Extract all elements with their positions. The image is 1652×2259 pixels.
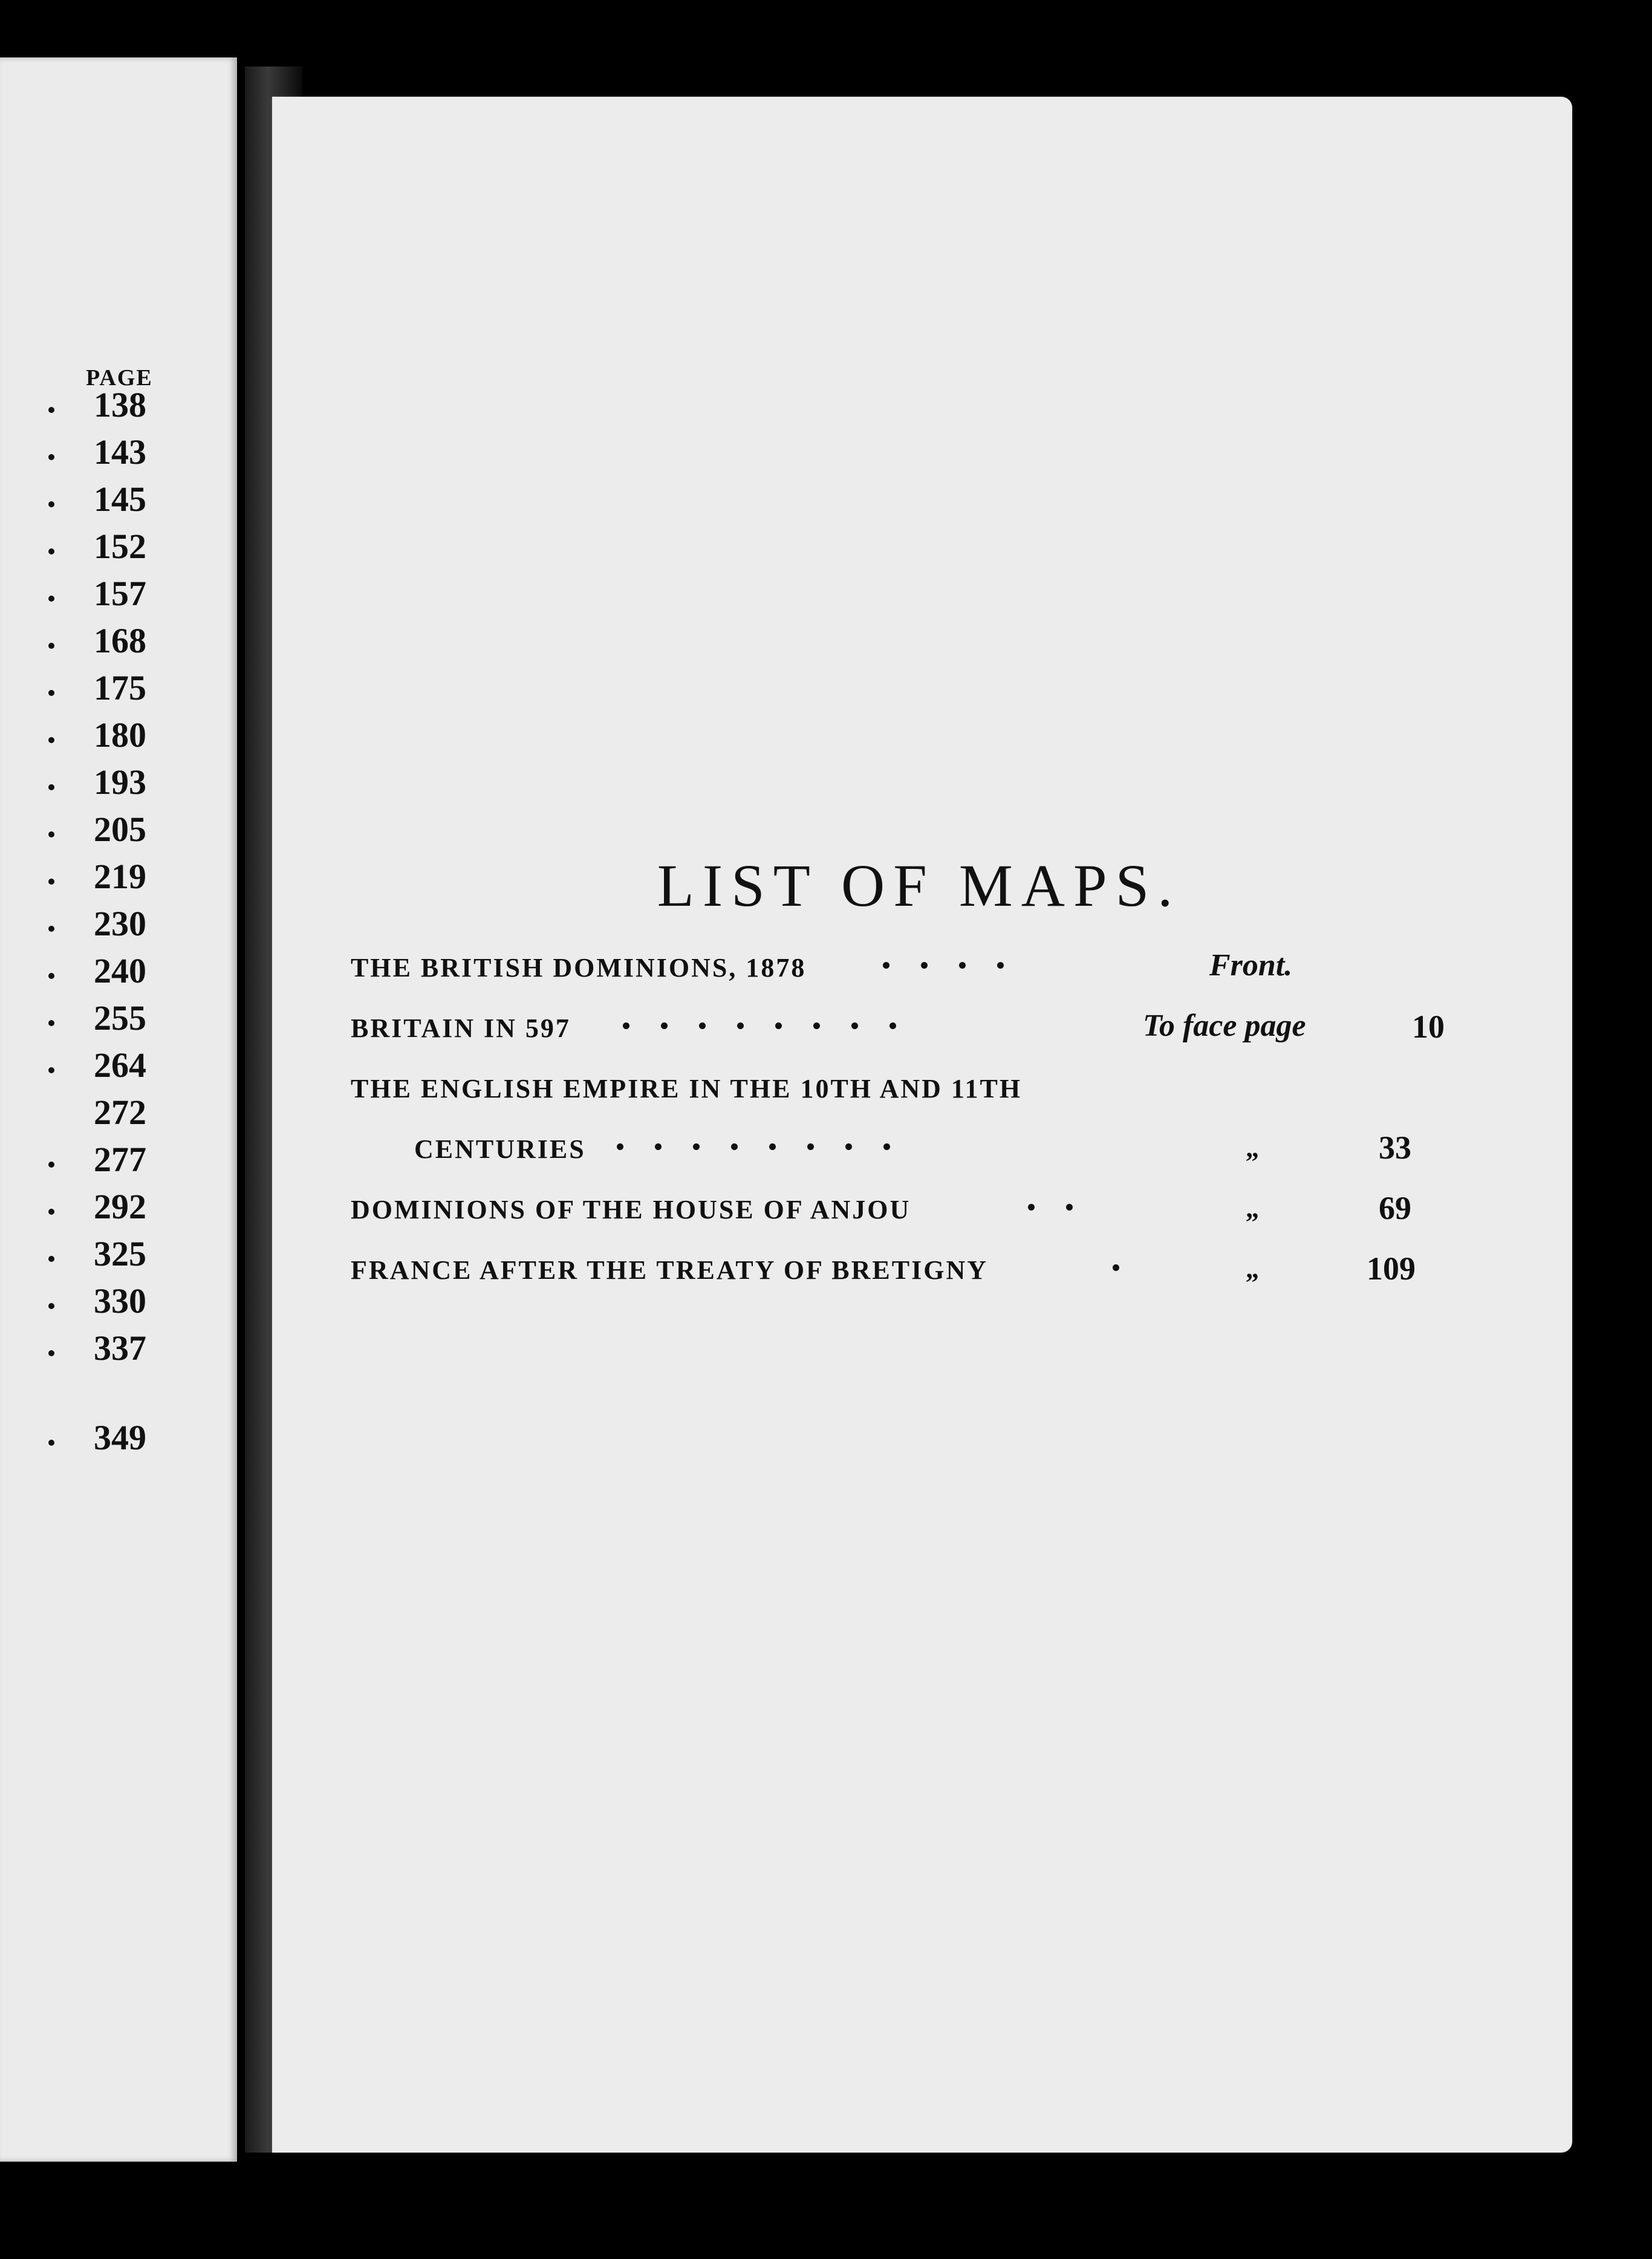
bullet-icon [48,926,54,932]
page-number-item [0,573,237,620]
page-number-item [0,431,237,478]
page-number: 277 [94,1140,146,1179]
bullet-icon [48,643,54,649]
bullet-icon [48,737,54,743]
page-number-item [0,667,237,714]
map-entry [351,1061,1500,1122]
bullet-icon [48,407,54,413]
bullet-icon [48,1162,54,1168]
page-number-item [0,1417,237,1464]
bullet-icon [48,879,54,885]
page-number-list [0,384,237,1464]
page-number-item [0,1139,237,1186]
page-number-item [0,384,237,431]
ditto-mark: „ [1246,1133,1259,1163]
page-number-item [0,1280,237,1327]
page-number-item [0,997,237,1044]
page-number: 330 [94,1281,146,1321]
bullet-icon [48,1067,54,1073]
page-number: 349 [94,1418,146,1457]
map-page-number: 33 [1379,1130,1411,1166]
page-number: 255 [94,998,146,1038]
page-number: 193 [94,762,146,802]
page-number: 219 [94,857,146,896]
bullet-icon [48,596,54,602]
page-number: 168 [94,621,146,660]
bullet-icon [48,548,54,554]
page-number-item [0,478,237,525]
map-entry [351,940,1500,1001]
page-number: 138 [94,385,146,424]
main-page [272,97,1572,2153]
bullet-icon [48,454,54,460]
page-column-header: PAGE [86,365,153,391]
page-number-item [0,903,237,950]
ditto-mark: „ [1246,1194,1259,1223]
map-page-number: 10 [1412,1009,1445,1045]
left-facing-page [0,57,237,2162]
ditto-mark: „ [1246,1254,1259,1284]
page-number: 143 [94,432,146,472]
bullet-icon [48,501,54,507]
page-number-item [0,1233,237,1280]
map-page-number: 69 [1379,1190,1411,1226]
page-number: 175 [94,668,146,707]
page-number: 205 [94,810,146,849]
bullet-icon [48,1209,54,1215]
page-number-item [0,1044,237,1091]
page-number: 152 [94,527,146,566]
page-number: 292 [94,1187,146,1226]
page-title: LIST OF MAPS. [657,852,1182,919]
maps-list [351,940,1500,1303]
bullet-icon [48,784,54,790]
page-number: 230 [94,904,146,943]
bullet-icon [48,1020,54,1026]
bullet-icon [48,1256,54,1262]
dot-leader [1028,1204,1104,1216]
map-title: THE BRITISH DOMINIONS, 1878 [351,953,807,983]
map-title: FRANCE AFTER THE TREATY OF BRETIGNY [351,1255,989,1285]
page-number-item [0,856,237,903]
dot-leader [883,962,1035,974]
page-number: 145 [94,479,146,519]
page-number-item [0,1327,237,1374]
map-entry [351,1001,1500,1061]
dot-leader [617,1143,922,1156]
page-number: 264 [94,1045,146,1085]
map-entry [351,1182,1500,1243]
page-number: 325 [94,1234,146,1273]
bullet-icon [48,1303,54,1309]
page-number: 337 [94,1328,146,1368]
page-number-item [0,714,237,761]
bullet-icon [48,1440,54,1446]
map-title: BRITAIN IN 597 [351,1013,571,1043]
bullet-icon [48,1350,54,1356]
page-number-item [0,950,237,997]
page-number-item [0,1091,237,1139]
page-number: 180 [94,715,146,755]
page-number: 157 [94,574,146,613]
map-entry-continued [351,1122,1500,1182]
bullet-icon [48,831,54,837]
bullet-icon [48,690,54,696]
map-reference: To face page [1143,1009,1306,1043]
page-number: 240 [94,951,146,990]
page-number-item [0,620,237,667]
page-number: 272 [94,1093,146,1132]
page-number-item [0,808,237,856]
map-reference: Front. [1209,948,1293,983]
page-number-item [0,1186,237,1233]
dot-leader [623,1022,928,1035]
bullet-icon [48,973,54,979]
map-entry [351,1243,1500,1303]
page-number-item [0,761,237,808]
map-page-number: 109 [1367,1250,1416,1287]
dot-leader [1113,1264,1151,1276]
map-title: THE ENGLISH EMPIRE IN THE 10TH AND 11TH [351,1074,1023,1103]
map-title: CENTURIES [414,1134,586,1164]
map-title: DOMINIONS OF THE HOUSE OF ANJOU [351,1195,911,1224]
page-number-item [0,525,237,573]
